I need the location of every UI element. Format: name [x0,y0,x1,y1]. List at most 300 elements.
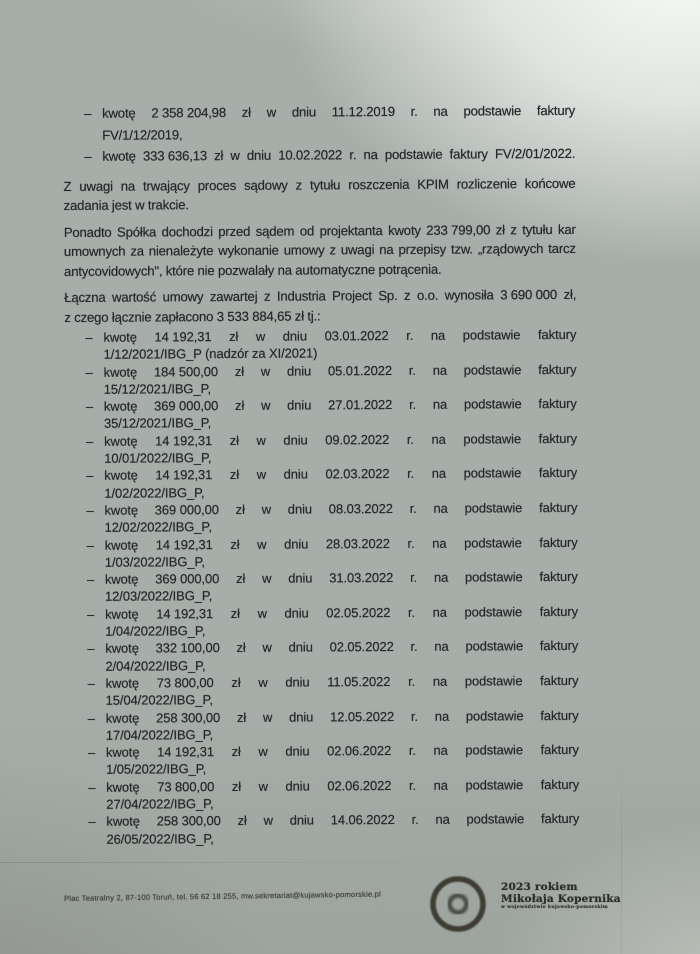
bullet-dash: – [87,744,96,760]
payment-amount-line [106,776,579,796]
bullet-dash: – [86,537,94,553]
word: wykonanie [218,242,279,259]
word: podstawie [463,430,522,447]
word: na [433,742,448,758]
word: r. [408,742,416,759]
word: na [432,362,447,378]
word: zł [235,501,245,517]
copernicus-logo [429,875,621,933]
word: rozliczenie [456,175,517,192]
payment-amount-line [105,568,578,588]
word: Project [332,288,372,304]
word: r. [409,500,417,516]
word: 11.05.2022 [327,673,391,690]
word: 369 000,00 [154,398,219,414]
word: zł [234,363,245,379]
word: tarcz [548,240,576,257]
payment-invoice-line: FV/1/12/2019, [102,126,183,143]
bullet-dash: – [87,710,95,726]
word: w [260,397,271,413]
word: przepisy [398,241,447,257]
word: z [295,177,303,193]
word: kwotę [105,640,139,657]
payment-item-text [105,637,578,674]
word: r. [407,466,415,482]
word: podstawie [465,638,524,654]
word: na [120,178,136,194]
word: kwotę [105,606,139,622]
payment-invoice-line: 1/05/2022/IBG_P, [106,761,207,778]
payment-item [67,706,579,744]
word: w [256,467,267,483]
word: faktury [536,102,576,119]
word: 258 300,00 [156,813,221,829]
word: podstawie [465,707,524,724]
bullet-dash: – [88,779,96,795]
bullet-dash: – [84,148,92,164]
payment-item-text [105,672,578,709]
payment-item-text [106,741,579,778]
word: podstawie [462,327,521,343]
bullet-dash: – [86,468,94,484]
payment-item [66,603,578,641]
paragraph-line [64,285,576,308]
word: faktury [540,776,580,792]
word: FV/2/01/2022. [494,145,576,162]
word: dniu [286,363,312,379]
word: 28.03.2022 [325,535,390,551]
word: zł [230,536,240,552]
payment-item [63,100,575,146]
word: Z [63,178,72,194]
payment-item-text [102,100,575,146]
word: trwający [142,177,190,194]
bullet-dash: – [84,105,92,121]
word: podstawie [464,500,523,516]
word: zł [230,605,240,621]
word: na [363,147,378,163]
word: w [257,536,267,552]
word: KPIM [417,176,449,192]
logo-year-line: 2023 rokiem [501,881,578,893]
word: na [433,103,448,119]
word: kwotę [104,467,138,484]
word: kwotę [105,675,140,691]
word: dniu [289,709,314,725]
word: podstawie [463,103,522,119]
word: podstawie [464,569,523,585]
word: kwotę [102,148,136,164]
word: dniu [283,432,308,448]
word: podstawie [463,396,522,412]
payment-amount-line [103,326,576,346]
word: 332 100,00 [155,640,220,656]
payment-invoice-line: 1/03/2022/IBG_P, [104,554,205,570]
word: faktury [538,396,577,412]
word: dniu [283,466,308,483]
word: wynosiła [444,287,494,303]
payment-amount-line [106,810,579,830]
word: na [430,327,446,343]
word: w [263,813,273,829]
word: zł [231,674,241,690]
word: dniu [287,501,313,517]
bullet-dash: – [85,329,93,345]
word: 369 000,00 [155,571,220,587]
payment-item [65,430,577,468]
word: w [260,363,271,379]
word: zł [214,148,224,164]
word: wartość [111,289,157,305]
word: faktury [539,603,579,619]
payment-amount-line [102,143,575,167]
word: r. [410,708,419,724]
word: na [434,708,450,724]
word: podstawie [466,811,525,827]
word: kwotę [104,537,139,553]
word: dniu [287,397,312,413]
word: 31.03.2022 [329,570,394,586]
word: dniu [246,147,272,163]
payment-item [65,464,577,502]
payment-item [64,326,576,364]
payment-item [67,810,579,848]
word: dniu [282,328,308,344]
payment-amount-line [104,464,577,484]
payment-invoice-line: 15/12/2021/IBG_P, [103,380,212,397]
payment-invoice-line: 17/04/2022/IBG_P, [105,726,214,743]
word: w [256,432,266,448]
word: faktury [539,638,579,654]
word: nienależyte [148,243,214,259]
word: 11.12.2019 [331,103,395,120]
word: Spółka [116,223,157,240]
payment-invoice-line: 1/04/2022/IBG_P, [105,623,206,639]
paper-edge-shadow [621,758,622,954]
word: podstawie [464,673,523,689]
word: podstawie [463,465,522,481]
word: w [262,640,272,656]
word: 333 636,13 [142,148,207,164]
word: w [258,778,268,794]
word: 2 358 204,98 [151,105,226,121]
word: w [262,570,272,586]
word: zł [229,432,239,448]
copernicus-logo-icon [429,875,487,933]
word: umowy [162,289,204,305]
word: dniu [285,743,310,759]
word: umowy [283,242,325,258]
word: na [432,535,447,551]
payment-item [66,637,578,675]
word: kwotę [103,364,138,380]
paragraph [63,173,575,215]
word: na [434,638,449,655]
footer-address: Plac Teatralny 2, 87-100 Toruń, tel. 56 62 18 255, mw.sekretariat@kujawsko-pomorskie.pl [64,889,381,903]
word: podstawie [463,361,522,378]
word: podstawie [465,776,524,793]
payment-amount-line [105,672,578,692]
word: 14 192,31 [156,605,214,622]
payment-item-text [106,706,579,743]
word: r. [349,147,357,163]
word: uwagi [340,242,375,258]
word: zł [231,744,241,760]
word: 14 192,31 [154,329,212,345]
word: 02.06.2022 [327,743,392,759]
word: faktury [539,569,578,585]
word: uwagi [79,178,113,194]
word: r. [408,362,416,378]
word: r. [406,327,414,343]
word: kwotę [104,433,138,449]
payment-item [67,741,579,779]
word: na [433,777,448,793]
payment-amount-line [102,100,575,124]
word: zł [229,467,240,483]
word: faktury [540,811,580,827]
word: zł [495,221,505,237]
word: od [299,222,315,239]
word: kwotę [105,744,140,760]
word: 369 000,00 [154,502,219,518]
logo-name-line: Mikołaja Kopernika [501,893,621,905]
word: 14 192,31 [155,467,213,483]
payment-item-text [106,776,579,813]
word: na [435,811,450,828]
payment-item [63,143,575,168]
paragraphs [63,173,576,327]
payment-amount-line [106,741,579,761]
bullet-dash: – [85,399,94,415]
word: faktury [539,534,578,550]
word: faktury [538,499,578,516]
word: w [258,743,268,759]
payment-item [65,395,577,433]
payment-invoice-line: 26/05/2022/IBG_P, [106,830,214,847]
word: przed [218,223,251,239]
word: na [432,673,448,689]
word: 09.02.2022 [325,431,390,448]
word: kwotę [103,329,137,345]
word: 02.06.2022 [327,777,392,794]
word: 3 690 000 [500,286,558,303]
payment-item-text [104,499,577,536]
word: 14.06.2022 [330,812,395,828]
bullet-dash: – [88,814,96,830]
word: zł [236,640,246,656]
bullet-dash: – [85,364,93,380]
word: faktury [540,672,579,689]
word: 258 300,00 [155,709,221,725]
word: r. [410,639,418,655]
word: r. [407,535,415,551]
word: Sp. [378,287,398,304]
word: kwotę [106,813,140,830]
word: kwotę [105,710,140,726]
word: kwotę [104,502,139,518]
payment-amount-line [105,533,578,553]
bullet-dash: – [87,641,95,657]
paragraph-line: zadania jest w trakcie. [63,197,189,213]
word: w [266,104,277,120]
word: 14 192,31 [155,432,213,449]
word: w [255,328,266,344]
word: o.o. [416,287,439,303]
word: dniu [285,778,310,794]
word: na [432,604,447,620]
payment-item [67,776,579,814]
word: podstawie [465,742,523,758]
word: faktury [540,707,579,723]
word: z [510,221,517,237]
word: zł, [563,286,577,302]
payment-item-text [104,430,577,467]
word: końcowe [524,175,576,191]
word: „rządowych [477,241,544,257]
payment-item-text [104,464,577,501]
word: r. [410,103,418,119]
paragraph-line [63,173,575,196]
word: 184 500,00 [153,363,219,380]
word: proces [197,177,237,193]
word: r. [406,431,414,447]
bullet-dash: – [87,606,95,622]
payment-amount-line [104,395,577,415]
word: umownych [63,243,126,259]
word: Łączna [64,289,106,305]
word: z [329,242,336,258]
word: na [431,431,446,447]
word: zł [241,104,251,120]
word: zł [237,813,247,829]
word: zł [236,571,246,587]
word: dniu [288,570,313,586]
word: podstawie [464,603,523,620]
paragraph-line [64,239,576,262]
word: 02.03.2022 [325,466,390,482]
word: projektanta [319,222,383,238]
word: z [263,288,271,304]
word: r. [407,604,416,620]
paragraph [64,219,576,281]
word: faktury [537,326,577,343]
word: faktury [538,465,578,481]
payment-item-text [106,810,579,847]
word: 27.01.2022 [328,397,393,413]
word: w [258,674,268,690]
word: Ponadto [63,224,112,240]
word: 14 192,31 [155,536,213,553]
word: w [230,147,240,163]
paragraph-line: antycovidowych", które nie pozwalały na automatyczne potrącenia. [63,261,442,279]
word: 14 192,31 [156,744,215,760]
payment-amount-line [105,637,578,657]
word: 02.05.2022 [329,639,394,655]
paragraph [64,285,576,327]
word: 05.01.2022 [327,362,393,378]
payment-list [64,326,579,848]
word: kwotę [103,398,138,414]
word: podstawie [463,534,522,551]
payment-item [66,672,578,710]
word: r. [408,397,417,413]
payment-invoice-line: 1/02/2022/IBG_P, [104,484,205,501]
word: r. [411,812,419,828]
payment-amount-line [106,706,579,726]
payment-item-text [104,360,577,397]
word: zawartej [209,288,258,305]
payment-item-text [105,533,578,570]
paragraph-line: z czego łącznie zapłacono 3 533 884,65 zł tj.: [64,307,321,325]
word: 73 800,00 [156,675,214,691]
copernicus-logo-text [501,875,621,911]
word: zł [229,328,239,344]
payment-item [65,360,577,398]
word: dniu [283,536,309,552]
word: tzw. [450,241,473,257]
payment-item-text [102,143,575,167]
payment-item [65,499,577,537]
payment-invoice-line: 12/03/2022/IBG_P, [104,588,213,605]
word: kwotę [106,779,140,795]
bullet-dash: – [86,502,94,518]
word: dochodzi [161,223,213,239]
payment-item-text [104,395,577,432]
word: faktury [538,430,578,446]
bullet-dash: – [87,675,95,691]
paper-fold-line [0,862,470,863]
word: dniu [289,812,314,828]
payment-amount-line [104,360,577,380]
word: roszczenia [348,176,410,192]
bullet-dash: – [86,433,94,449]
payment-item-text [105,568,578,605]
payment-invoice-line: 1/12/2021/IBG_P (nadzór za XI/2021) [103,345,318,363]
payment-invoice-line: 2/04/2022/IBG_P, [105,657,206,674]
payment-amount-line [105,603,578,623]
word: na [432,396,448,412]
word: w [262,709,273,725]
word: 233 799,00 [426,221,491,238]
logo-subtitle-line: w województwie kujawsko-pomorskim [501,905,609,910]
word: za [130,243,144,259]
word: na [379,241,394,258]
word: zł [231,778,242,794]
payment-item [66,568,578,606]
payment-invoice-line: 35/12/2021/IBG_P, [103,415,212,432]
word: 12.05.2022 [330,708,395,724]
word: 02.05.2022 [326,604,391,621]
payment-invoice-line: 10/01/2022/IBG_P, [104,450,212,466]
word: na [433,569,449,585]
payment-invoice-line: 15/04/2022/IBG_P, [105,692,213,708]
payment-item-text [103,326,576,363]
payment-item-text [105,603,578,640]
payment-amount-line [104,499,577,519]
word: sądem [255,223,295,239]
word: kwotę [102,105,136,121]
word: r. [408,777,417,793]
word: sądowy [244,177,288,193]
word: 08.03.2022 [328,500,393,517]
payment-amount-line [104,430,577,450]
word: na [431,466,447,482]
word: dniu [285,674,310,690]
word: 10.02.2022 [278,147,343,163]
word: z [403,287,411,303]
word: w [257,605,267,621]
